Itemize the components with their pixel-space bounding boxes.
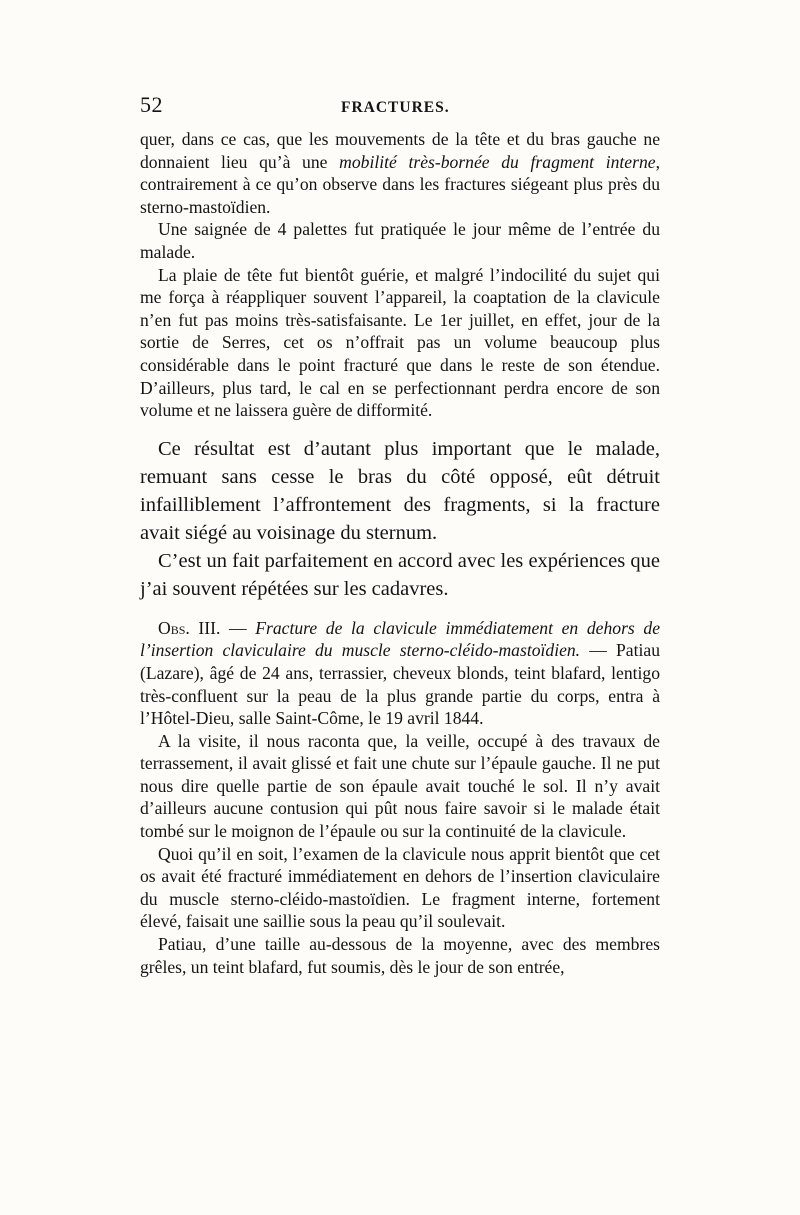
paragraph-text-tail: , contrairement à ce qu’on observe dans les fractures siégeant plus près du sterno-mastoïdien. xyxy=(140,151,660,217)
observation-title: Fracture de la clavicule immédiatement en dehors de l’insertion claviculaire du muscle sterno-cléido-mastoïdien. xyxy=(140,617,661,661)
observation-dash: — xyxy=(220,617,256,638)
paragraph-bloodletting: Une saignée de 4 palettes fut pratiquée le jour même de l’entrée du malade. xyxy=(140,219,660,262)
body-text xyxy=(140,128,660,978)
observation-paragraph-treatment: Patiau, d’une taille au-dessous de la moyenne, avec des membres grêles, un teint blafard, fut soumis, dès le jour de son entrée, xyxy=(140,934,660,977)
paragraph-healing: La plaie de tête fut bientôt guérie, et malgré l’indocilité du sujet qui me força à réappliquer souvent l’appareil, la coaptation de la clavicule n’en fut pas moins très-satisfaisante. Le 1er juillet, en effet, jour de la sortie de Serres, cet os n’offrait pas un volume beaucoup plus considérable dans le point fracturé que dans le reste de son étendue. D’ailleurs, plus tard, le cal en se perfectionnant perdra encore de son volume et ne laissera guère de difformité. xyxy=(140,264,660,421)
observation-intro: — Patiau (Lazare), âgé de 24 ans, terrassier, cheveux blonds, teint blafard, lentigo très-confluent sur la peau de la plus grande partie du corps, entra à l’Hôtel-Dieu, salle Saint-Côme, le 19 avril 1844. xyxy=(140,640,660,729)
observation-paragraph-visit: A la visite, il nous raconta que, la veille, occupé à des travaux de terrassement, il avait glissé et fait une chute sur l’épaule gauche. Il ne put nous dire quelle partie de son épaule avait touché le sol. Il n’y avait d’ailleurs aucune contusion qui pût nous faire savoir si le malade était tombé sur le moignon de l’épaule ou sur la continuité de la clavicule. xyxy=(140,730,660,842)
observation-label: Obs. III. xyxy=(158,617,221,638)
page-number: 52 xyxy=(140,92,163,117)
page-header xyxy=(140,92,660,118)
paragraph-text: quer, dans ce cas, que les mouvements de la tête et du bras gauche ne donnaient lieu qu’à une xyxy=(140,129,660,172)
large-print-passage xyxy=(140,435,660,603)
italic-phrase: mobilité très-bornée du fragment interne xyxy=(339,151,656,172)
quote-paragraph-experiments: C’est un fait parfaitement en accord avec les expériences que j’ai souvent répétées sur les cadavres. xyxy=(140,549,660,600)
quote-paragraph-result: Ce résultat est d’autant plus important que le malade, remuant sans cesse le bras du côté opposé, eût détruit infailliblement l’affrontement des fragments, si la fracture avait siégé au voisinage du sternum. xyxy=(140,437,660,544)
observation-paragraph-exam: Quoi qu’il en soit, l’examen de la clavicule nous apprit bientôt que cet os avait été fracturé immédiatement en dehors de l’insertion claviculaire du muscle sterno-cléido-mastoïdien. Le fragment interne, fortement élevé, faisait une saillie sous la peau qu’il soulevait. xyxy=(140,843,660,932)
running-head: FRACTURES. xyxy=(341,99,450,116)
paragraph-continued xyxy=(140,128,660,218)
observation-heading xyxy=(140,617,660,730)
